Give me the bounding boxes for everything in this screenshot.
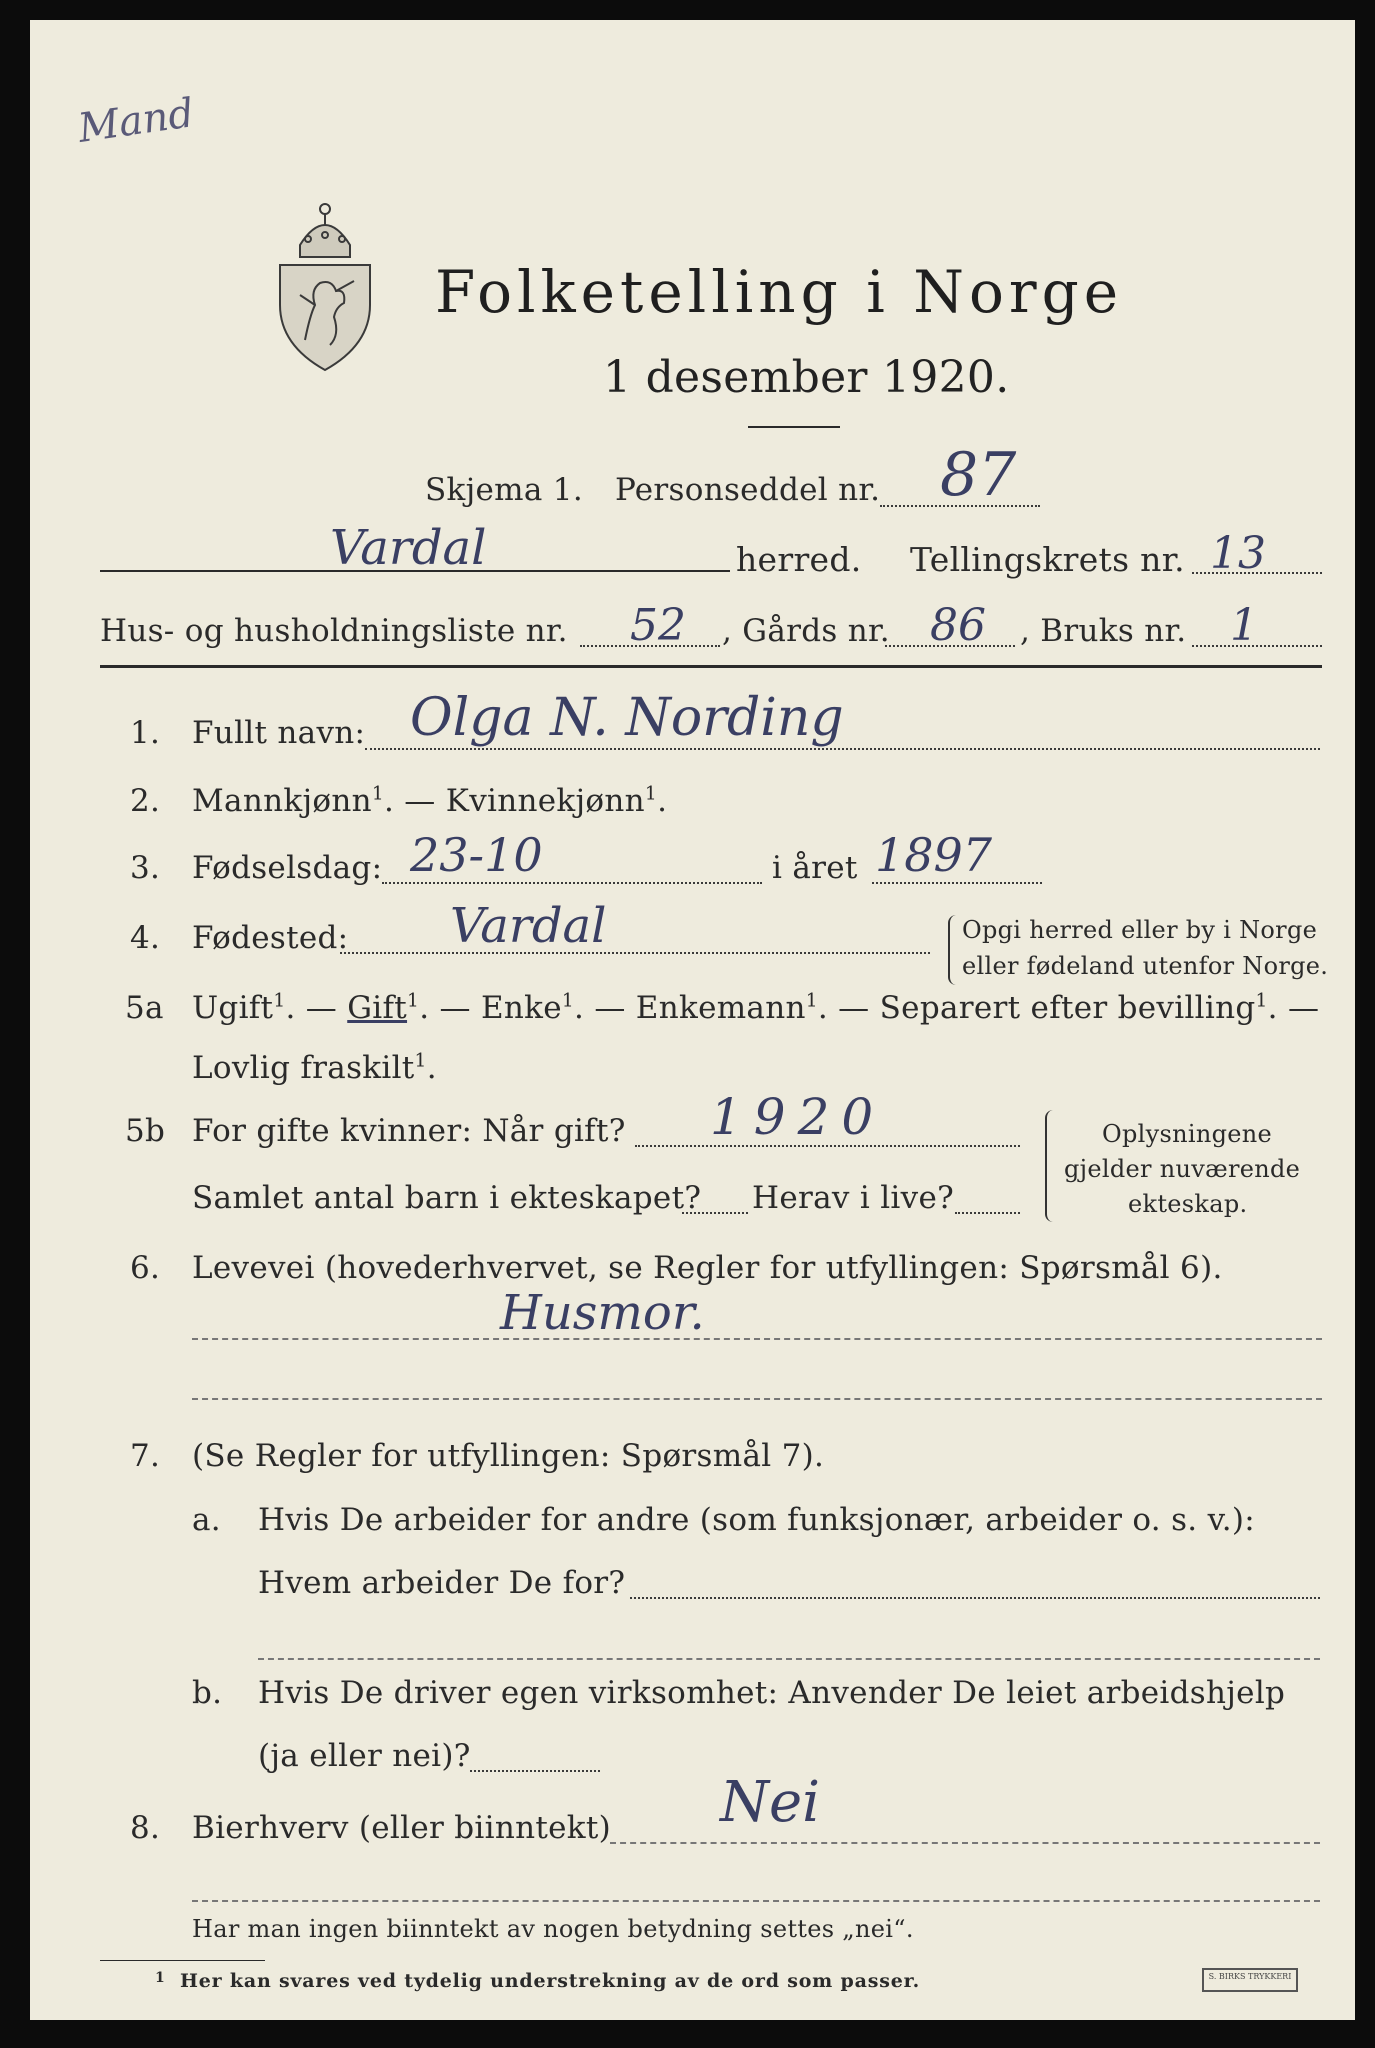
printer-stamp: S. BIRKS TRYKKERI <box>1202 1968 1298 1992</box>
q6-value[interactable]: Husmor. <box>500 1285 705 1341</box>
q4-note-2: eller fødeland utenfor Norge. <box>962 952 1329 980</box>
q5a-enke[interactable]: Enke <box>480 990 562 1026</box>
bruks-value[interactable]: 1 <box>1230 600 1258 651</box>
q6-number: 6. <box>130 1250 161 1286</box>
q7a-question: Hvem arbeider De for? <box>258 1565 626 1601</box>
q7b-line <box>470 1770 600 1772</box>
schema-label: Skjema 1. <box>425 472 583 508</box>
q3-line <box>382 882 762 884</box>
q2-options: Mannkjønn$^1$. — Kvinnekjønn$^1$. <box>192 783 668 819</box>
q3-value[interactable]: 23-10 <box>410 828 543 882</box>
q5b-note-brace <box>1045 1110 1055 1222</box>
q5b-value[interactable]: 1920 <box>710 1088 886 1146</box>
q5b-note-2: gjelder nuværende <box>1064 1155 1301 1183</box>
q7-label: (Se Regler for utfyllingen: Spørsmål 7). <box>192 1438 825 1474</box>
footnote-text: Her kan svares ved tydelig understrekning av de ord som passer. <box>180 1970 921 1992</box>
biinntekt-note: Har man ingen biinntekt av nogen betydning settes „nei“. <box>192 1915 914 1943</box>
q6-line-2 <box>192 1398 1322 1400</box>
title-rule <box>748 426 840 428</box>
footnote-rule <box>100 1960 265 1961</box>
q5a-gift[interactable]: Gift <box>347 990 408 1026</box>
q1-number: 1. <box>130 715 161 751</box>
q4-value[interactable]: Vardal <box>450 898 607 954</box>
personseddel-label: Personseddel nr. <box>615 472 881 508</box>
q4-note-brace <box>948 915 958 985</box>
q5a-enkemann[interactable]: Enkemann <box>635 990 806 1026</box>
q8-number: 8. <box>130 1810 161 1846</box>
q1-value[interactable]: Olga N. Nording <box>410 688 844 748</box>
footnote-mark: 1 <box>155 1970 166 1986</box>
q5a-number: 5a <box>125 990 164 1026</box>
q5b-label: For gifte kvinner: Når gift? <box>192 1113 626 1149</box>
q7-number: 7. <box>130 1438 161 1474</box>
q5a-fraskilt[interactable]: Lovlig fraskilt <box>192 1050 415 1086</box>
q5a-ugift[interactable]: Ugift <box>192 990 274 1026</box>
census-date: 1 desember 1920. <box>603 352 1010 403</box>
bruks-label: , Bruks nr. <box>1020 613 1187 649</box>
form-title: Folketelling i Norge <box>435 258 1124 326</box>
q5b-barn-line <box>682 1212 748 1214</box>
q5b-barn-label: Samlet antal barn i ekteskapet? <box>192 1180 702 1216</box>
q7a-letter: a. <box>192 1502 221 1538</box>
q2-female-option[interactable]: Kvinnekjønn <box>445 783 645 819</box>
q8-label: Bierhverv (eller biinntekt) <box>192 1810 612 1846</box>
herred-label: herred. <box>736 540 862 579</box>
q5b-live-line <box>955 1212 1020 1214</box>
coat-of-arms-icon <box>270 195 380 375</box>
header-divider <box>100 665 1322 668</box>
q5b-number: 5b <box>125 1113 166 1149</box>
q6-line-1 <box>192 1338 1322 1340</box>
herred-value[interactable]: Vardal <box>330 520 487 576</box>
tellingskrets-value[interactable]: 13 <box>1210 528 1266 579</box>
q8-line <box>610 1842 1320 1844</box>
tellingskrets-label: Tellingskrets nr. <box>910 540 1185 579</box>
q7a-line-2 <box>258 1658 1320 1660</box>
census-form <box>30 20 1355 2020</box>
q5a-options: Ugift$^1$. — Gift$^1$. — Enke$^1$. — Enkemann$^1$. — Separert efter bevilling$^1$. — <box>192 990 1320 1026</box>
q3-year-value[interactable]: 1897 <box>875 828 993 882</box>
q5b-note-3: ekteskap. <box>1128 1190 1248 1218</box>
q5b-live-label: Herav i live? <box>752 1180 955 1216</box>
q3-year-label: i året <box>772 850 858 886</box>
q7b-question: (ja eller nei)? <box>258 1738 471 1774</box>
q4-label: Fødested: <box>192 920 349 956</box>
husholdningsliste-value[interactable]: 52 <box>630 600 686 651</box>
q6-label: Levevei (hovederhvervet, se Regler for utfyllingen: Spørsmål 6). <box>192 1250 1223 1286</box>
gards-value[interactable]: 86 <box>930 600 986 651</box>
q5a-options-line2: Lovlig fraskilt$^1$. <box>192 1050 437 1086</box>
q3-number: 3. <box>130 850 161 886</box>
q4-line <box>340 952 930 954</box>
q4-number: 4. <box>130 920 161 956</box>
q7b-text: Hvis De driver egen virksomhet: Anvender De leiet arbeidshjelp <box>258 1675 1286 1711</box>
q1-label: Fullt navn: <box>192 715 366 751</box>
husholdningsliste-label: Hus- og husholdningsliste nr. <box>100 613 568 649</box>
q3-label: Fødselsdag: <box>192 850 383 886</box>
q5a-separert[interactable]: Separert efter bevilling <box>879 990 1256 1026</box>
q7a-line-1 <box>630 1597 1320 1599</box>
personseddel-value[interactable]: 87 <box>940 440 1017 510</box>
q8-line-2 <box>192 1900 1320 1902</box>
q2-number: 2. <box>130 783 161 819</box>
gards-label: , Gårds nr. <box>722 613 890 649</box>
margin-note: Mand <box>75 90 197 152</box>
q8-value[interactable]: Nei <box>720 1770 821 1835</box>
q5b-note-1: Oplysningene <box>1102 1120 1273 1148</box>
q1-line <box>365 748 1320 750</box>
q3-year-line <box>872 882 1042 884</box>
q7a-text: Hvis De arbeider for andre (som funksjonær, arbeider o. s. v.): <box>258 1502 1256 1538</box>
q7b-letter: b. <box>192 1675 223 1711</box>
q2-male-option[interactable]: Mannkjønn <box>192 783 372 819</box>
q4-note-1: Opgi herred eller by i Norge <box>962 916 1318 944</box>
